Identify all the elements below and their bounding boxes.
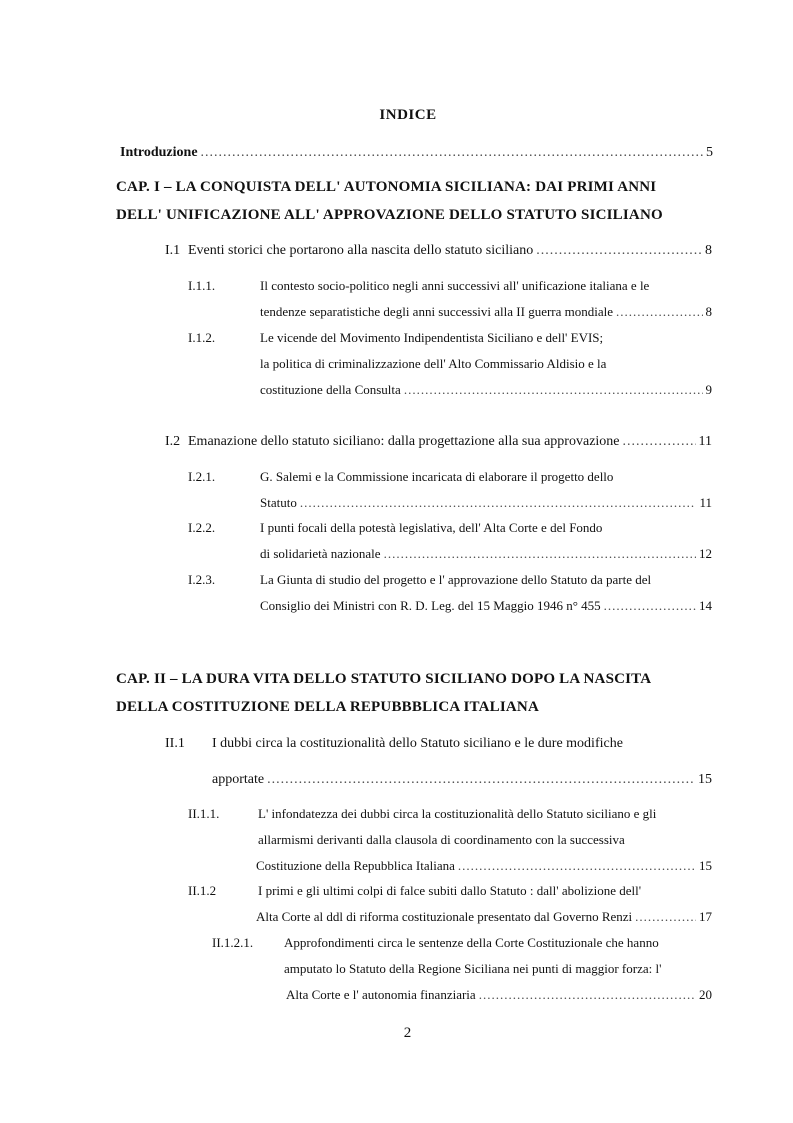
toc-page-number: 11 [699,495,712,510]
toc-entry-label: I punti focali della potestà legislativa, dell' Alta Corte e del Fondo [260,520,603,535]
toc-entry-1-2-3[interactable] [260,598,712,614]
toc-entry-1-1[interactable] [188,243,712,259]
toc-entry-label: costituzione della Consulta [260,382,401,397]
leader-dots [384,546,696,562]
toc-page-number: 8 [705,243,712,258]
leader-dots [616,304,702,320]
toc-page-number: 15 [699,858,712,873]
leader-dots [404,382,703,398]
toc-entry-label: di solidarietà nazionale [260,546,381,561]
toc-page-number: 20 [699,987,712,1002]
leader-dots [479,987,696,1003]
toc-entry-label: Introduzione [120,145,198,160]
toc-entry-2-1[interactable] [212,772,712,788]
toc-entry-label: Costituzione della Repubblica Italiana [256,858,455,873]
toc-entry-label: Emanazione dello statuto siciliano: dalla progettazione alla sua approvazione [188,434,620,449]
page-title: INDICE [379,107,437,123]
toc-num: I.2.2. [188,520,216,535]
leader-dots [635,909,696,925]
toc-entry-label: Statuto [260,495,297,510]
toc-entry-label: La Giunta di studio del progetto e l' approvazione dello Statuto da parte del [260,572,652,587]
toc-num: II.1.1. [188,806,220,821]
chapter-2-heading-line1: CAP. II – LA DURA VITA DELLO STATUTO SICILIANO DOPO LA NASCITA [116,671,652,687]
toc-entry-label: apportate [212,772,265,787]
toc-page-number: 12 [699,546,712,561]
toc-page-number: 14 [699,598,712,613]
toc-num: II.1.2 [188,883,217,898]
chapter-1-heading-line2: DELL' UNIFICAZIONE ALL' APPROVAZIONE DELLO STATUTO SICILIANO [116,207,663,223]
chapter-1-heading-line1: CAP. I – LA CONQUISTA DELL' AUTONOMIA SICILIANA: DAI PRIMI ANNI [116,179,657,195]
leader-dots [458,858,696,874]
toc-entry-label: I dubbi circa la costituzionalità dello Statuto siciliano e le dure modifiche [212,736,623,751]
toc-entry-intro[interactable] [120,145,713,161]
toc-entry-1-1-2[interactable] [260,382,712,398]
page-number: 2 [403,1025,412,1041]
leader-dots [536,243,702,259]
leader-dots [267,772,695,788]
toc-entry-label: Approfondimenti circa le sentenze della Corte Costituzionale che hanno [284,935,659,950]
toc-entry-label: amputato lo Statuto della Regione Siciliana nei punti di maggior forza: l' [284,961,662,976]
toc-num: I.2 [165,434,181,449]
toc-entry-label: la politica di criminalizzazione dell' Alto Commissario Aldisio e la [260,356,607,371]
toc-page-number: 9 [705,382,712,397]
toc-entry-label: L' infondatezza dei dubbi circa la costituzionalità dello Statuto siciliano e gli [258,806,657,821]
toc-num: I.1 [165,243,181,258]
toc-entry-2-1-1[interactable] [256,858,712,874]
toc-page-number: 17 [699,909,712,924]
toc-entry-2-1-2[interactable] [256,909,712,925]
toc-num: I.1.1. [188,278,216,293]
toc-entry-label: tendenze separatistiche degli anni successivi alla II guerra mondiale [260,304,614,319]
toc-num: I.1.2. [188,330,216,345]
leader-dots [300,495,697,511]
toc-entry-1-2-1[interactable] [260,495,712,511]
toc-entry-1-2[interactable] [188,434,712,450]
toc-entry-label: Alta Corte e l' autonomia finanziaria [286,987,476,1002]
toc-entry-label: allarmismi derivanti dalla clausola di coordinamento con la successiva [258,832,625,847]
leader-dots [623,434,696,450]
toc-num: I.2.3. [188,572,216,587]
toc-entry-label: I primi e gli ultimi colpi di falce subiti dallo Statuto : dall' abolizione dell' [258,883,642,898]
toc-entry-2-1-2-1[interactable] [286,987,712,1003]
toc-entry-label: Eventi storici che portarono alla nascita dello statuto siciliano [188,243,534,258]
toc-num: II.1.2.1. [212,935,254,950]
toc-page-number: 15 [698,772,712,787]
toc-page-number: 8 [705,304,712,319]
toc-entry-label: Il contesto socio-politico negli anni successivi all' unificazione italiana e le [260,278,650,293]
toc-page-number: 5 [706,145,713,160]
leader-dots [604,598,696,614]
leader-dots [201,145,703,161]
toc-entry-label: G. Salemi e la Commissione incaricata di elaborare il progetto dello [260,469,614,484]
toc-page-number: 11 [698,434,712,449]
toc-num: II.1 [165,736,185,751]
toc-num: I.2.1. [188,469,216,484]
chapter-2-heading-line2: DELLA COSTITUZIONE DELLA REPUBBBLICA ITALIANA [116,699,540,715]
toc-entry-1-2-2[interactable] [260,546,712,562]
toc-entry-label: Alta Corte al ddl di riforma costituzionale presentato dal Governo Renzi [256,909,633,924]
toc-entry-1-1-1[interactable] [260,304,712,320]
toc-entry-label: Consiglio dei Ministri con R. D. Leg. del 15 Maggio 1946 n° 455 [260,598,601,613]
toc-entry-label: Le vicende del Movimento Indipendentista Siciliano e dell' EVIS; [260,330,604,345]
